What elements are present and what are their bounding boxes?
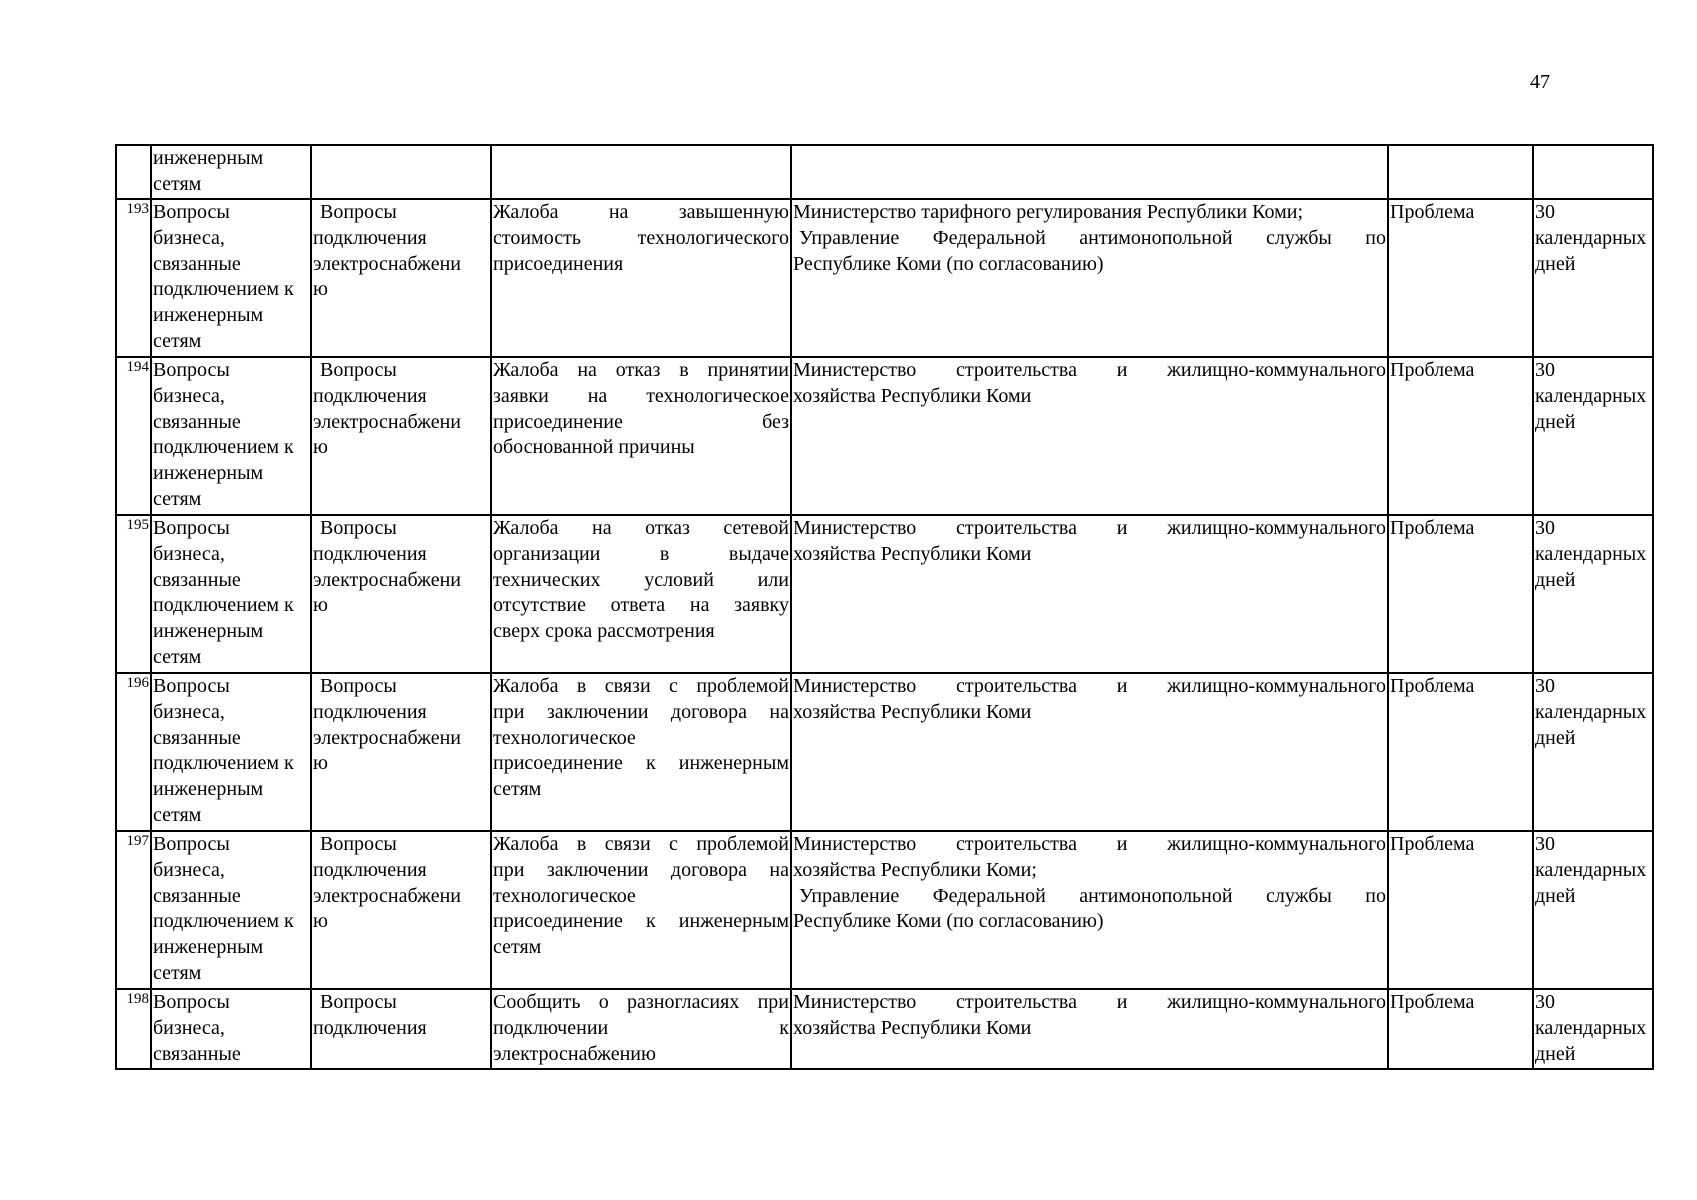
text-line: подключением к: [153, 278, 294, 301]
text-line: Вопросы: [153, 991, 230, 1013]
text-line: подключением к: [153, 436, 294, 459]
text-line: 30: [1535, 359, 1555, 381]
text-line: Вопросы: [320, 675, 397, 697]
text-line: дней: [1535, 726, 1576, 749]
type-cell: [1388, 145, 1533, 199]
issue-cell: [491, 989, 791, 1069]
text-line: отсутствие ответа на заявку: [493, 594, 789, 617]
authority-cell: [791, 831, 1388, 989]
text-line: бизнеса,: [153, 858, 225, 881]
category-cell: [151, 831, 311, 989]
text-line: Вопросы: [320, 833, 397, 855]
text-line: дней: [1535, 1042, 1576, 1065]
text-line: 30: [1535, 833, 1555, 855]
row-number-cell: [116, 673, 151, 831]
text-line: инженерным: [153, 778, 264, 801]
row-number-cell: [116, 989, 151, 1069]
text-line: календарных: [1535, 226, 1647, 249]
deadline-cell: [1533, 831, 1653, 989]
text-line: подключения: [313, 858, 427, 881]
text-line: Вопросы: [320, 201, 397, 223]
text-line: Вопросы: [320, 359, 397, 381]
category-cell: [151, 145, 311, 199]
category-cell: [151, 673, 311, 831]
text-line: 30: [1535, 201, 1555, 223]
text-line: электроснабжени: [313, 884, 461, 907]
text-line: Вопросы: [320, 517, 397, 539]
text-line: присоединение без: [493, 410, 789, 433]
text-line: технических условий или: [493, 568, 789, 591]
text-line: ю: [313, 594, 328, 617]
text-line: Министерство строительства и жилищно-коммунального: [793, 991, 1386, 1013]
text-line: подключения: [313, 542, 427, 565]
text-line: Жалоба на отказ в принятии: [493, 359, 789, 381]
text-line: хозяйства Республики Коми: [793, 542, 1032, 565]
authority-cell: [791, 515, 1388, 673]
text-line: дней: [1535, 568, 1576, 591]
text-line: инженерным: [153, 620, 264, 643]
text-line: обоснованной причины: [493, 436, 695, 459]
issue-cell: [491, 357, 791, 515]
text-line: связанные: [153, 252, 241, 275]
text-line: календарных: [1535, 700, 1647, 723]
text-line: подключением к: [153, 752, 294, 775]
text-line: хозяйства Республики Коми: [793, 700, 1032, 723]
text-line: Жалоба в связи с проблемой: [493, 833, 789, 855]
text-line: Вопросы: [153, 201, 230, 223]
issue-cell: [491, 515, 791, 673]
deadline-cell: [1533, 199, 1653, 357]
text-line: Проблема: [1390, 991, 1475, 1013]
text-line: Управление Федеральной антимонопольной службы по: [799, 226, 1386, 249]
table-row: [116, 515, 1653, 673]
text-line: присоединение к инженерным: [493, 752, 789, 775]
text-line: сетям: [153, 645, 202, 668]
text-line: связанные: [153, 1042, 241, 1065]
text-line: календарных: [1535, 858, 1647, 881]
text-line: бизнеса,: [153, 1016, 225, 1039]
deadline-cell: [1533, 515, 1653, 673]
text-line: подключении к: [493, 1016, 789, 1039]
text-line: Республике Коми (по согласованию): [793, 910, 1104, 933]
row-number: 194: [126, 359, 149, 375]
text-line: дней: [1535, 410, 1576, 433]
category-cell: [151, 199, 311, 357]
text-line: календарных: [1535, 1016, 1647, 1039]
text-line: 30: [1535, 517, 1555, 539]
text-line: Вопросы: [153, 517, 230, 539]
text-line: сетям: [153, 803, 202, 826]
text-line: сетям: [153, 329, 202, 352]
text-line: 30: [1535, 991, 1555, 1013]
text-line: Вопросы: [153, 833, 230, 855]
type-cell: [1388, 831, 1533, 989]
subcategory-cell: [311, 145, 491, 199]
text-line: Проблема: [1390, 517, 1475, 539]
text-line: технологическое: [493, 726, 636, 749]
text-line: бизнеса,: [153, 700, 225, 723]
text-line: бизнеса,: [153, 226, 225, 249]
text-line: ю: [313, 436, 328, 459]
row-number: 196: [126, 675, 149, 691]
deadline-cell: [1533, 673, 1653, 831]
row-number-cell: [116, 199, 151, 357]
text-line: подключения: [313, 700, 427, 723]
row-number-cell: [116, 515, 151, 673]
text-line: подключения: [313, 226, 427, 249]
deadline-cell: [1533, 989, 1653, 1069]
text-line: ю: [313, 278, 328, 301]
page-number: 47: [1530, 71, 1550, 93]
text-line: Проблема: [1390, 359, 1475, 381]
text-line: инженерным: [153, 147, 264, 169]
text-line: сверх срока рассмотрения: [493, 620, 715, 643]
issue-cell: [491, 831, 791, 989]
text-line: присоединение к инженерным: [493, 910, 789, 933]
authority-cell: [791, 989, 1388, 1069]
deadline-cell: [1533, 145, 1653, 199]
text-line: Жалоба в связи с проблемой: [493, 675, 789, 697]
text-line: при заключении договора на: [493, 700, 789, 723]
table-row: [116, 989, 1653, 1069]
document-table: [115, 144, 1654, 1070]
subcategory-cell: [311, 199, 491, 357]
text-line: Управление Федеральной антимонопольной службы по: [799, 884, 1386, 907]
type-cell: [1388, 199, 1533, 357]
type-cell: [1388, 515, 1533, 673]
text-line: хозяйства Республики Коми: [793, 384, 1032, 407]
subcategory-cell: [311, 673, 491, 831]
row-number: 195: [126, 517, 149, 533]
text-line: инженерным: [153, 304, 264, 327]
text-line: подключения: [313, 1016, 427, 1039]
text-line: Республике Коми (по согласованию): [793, 252, 1104, 275]
text-line: Жалоба на завышенную: [493, 201, 789, 223]
type-cell: [1388, 989, 1533, 1069]
text-line: Вопросы: [153, 359, 230, 381]
text-line: присоединения: [493, 252, 624, 275]
row-number: 197: [126, 833, 149, 849]
text-line: Вопросы: [320, 991, 397, 1013]
authority-cell: [791, 673, 1388, 831]
table-row: [116, 673, 1653, 831]
text-line: инженерным: [153, 936, 264, 959]
text-line: Министерство тарифного регулирования Республики Коми;: [793, 201, 1303, 223]
text-line: Министерство строительства и жилищно-коммунального: [793, 675, 1386, 697]
type-cell: [1388, 673, 1533, 831]
authority-cell: [791, 357, 1388, 515]
issue-cell: [491, 673, 791, 831]
text-line: электроснабжени: [313, 568, 461, 591]
text-line: заявки на технологическое: [493, 384, 789, 407]
text-line: сетям: [493, 778, 542, 801]
text-line: сетям: [153, 487, 202, 510]
text-line: Министерство строительства и жилищно-коммунального: [793, 517, 1386, 539]
text-line: Жалоба на отказ сетевой: [493, 517, 789, 539]
text-line: электроснабжению: [493, 1042, 656, 1065]
text-line: хозяйства Республики Коми;: [793, 858, 1037, 881]
table-row: [116, 199, 1653, 357]
text-line: сетям: [153, 961, 202, 984]
table-row: [116, 831, 1653, 989]
text-line: подключения: [313, 384, 427, 407]
text-line: связанные: [153, 884, 241, 907]
text-line: сетям: [493, 936, 542, 959]
row-number: 198: [126, 991, 149, 1007]
issue-cell: [491, 199, 791, 357]
text-line: Проблема: [1390, 201, 1475, 223]
text-line: хозяйства Республики Коми: [793, 1016, 1032, 1039]
continuation-row: [116, 145, 1653, 199]
type-cell: [1388, 357, 1533, 515]
subcategory-cell: [311, 515, 491, 673]
text-line: электроснабжени: [313, 726, 461, 749]
text-line: бизнеса,: [153, 542, 225, 565]
category-cell: [151, 515, 311, 673]
text-line: подключением к: [153, 910, 294, 933]
text-line: 30: [1535, 675, 1555, 697]
text-line: Сообщить о разногласиях при: [493, 991, 789, 1013]
text-line: Министерство строительства и жилищно-коммунального: [793, 833, 1386, 855]
text-line: дней: [1535, 884, 1576, 907]
issue-cell: [491, 145, 791, 199]
table-row: [116, 357, 1653, 515]
text-line: связанные: [153, 726, 241, 749]
authority-cell: [791, 145, 1388, 199]
row-number: 193: [126, 201, 149, 217]
text-line: дней: [1535, 252, 1576, 275]
text-line: календарных: [1535, 384, 1647, 407]
text-line: организации в выдаче: [493, 542, 789, 565]
deadline-cell: [1533, 357, 1653, 515]
text-line: Министерство строительства и жилищно-коммунального: [793, 359, 1386, 381]
row-number-cell: [116, 145, 151, 199]
subcategory-cell: [311, 831, 491, 989]
category-cell: [151, 357, 311, 515]
text-line: стоимость технологического: [493, 226, 789, 249]
text-line: технологическое: [493, 884, 636, 907]
text-line: календарных: [1535, 542, 1647, 565]
text-line: ю: [313, 752, 328, 775]
text-line: Проблема: [1390, 833, 1475, 855]
row-number-cell: [116, 831, 151, 989]
text-line: сетям: [153, 172, 202, 195]
text-line: связанные: [153, 568, 241, 591]
text-line: Вопросы: [153, 675, 230, 697]
subcategory-cell: [311, 989, 491, 1069]
text-line: бизнеса,: [153, 384, 225, 407]
text-line: инженерным: [153, 462, 264, 485]
text-line: связанные: [153, 410, 241, 433]
text-line: электроснабжени: [313, 252, 461, 275]
row-number-cell: [116, 357, 151, 515]
text-line: электроснабжени: [313, 410, 461, 433]
text-line: Проблема: [1390, 675, 1475, 697]
text-line: подключением к: [153, 594, 294, 617]
authority-cell: [791, 199, 1388, 357]
text-line: при заключении договора на: [493, 858, 789, 881]
subcategory-cell: [311, 357, 491, 515]
category-cell: [151, 989, 311, 1069]
text-line: ю: [313, 910, 328, 933]
